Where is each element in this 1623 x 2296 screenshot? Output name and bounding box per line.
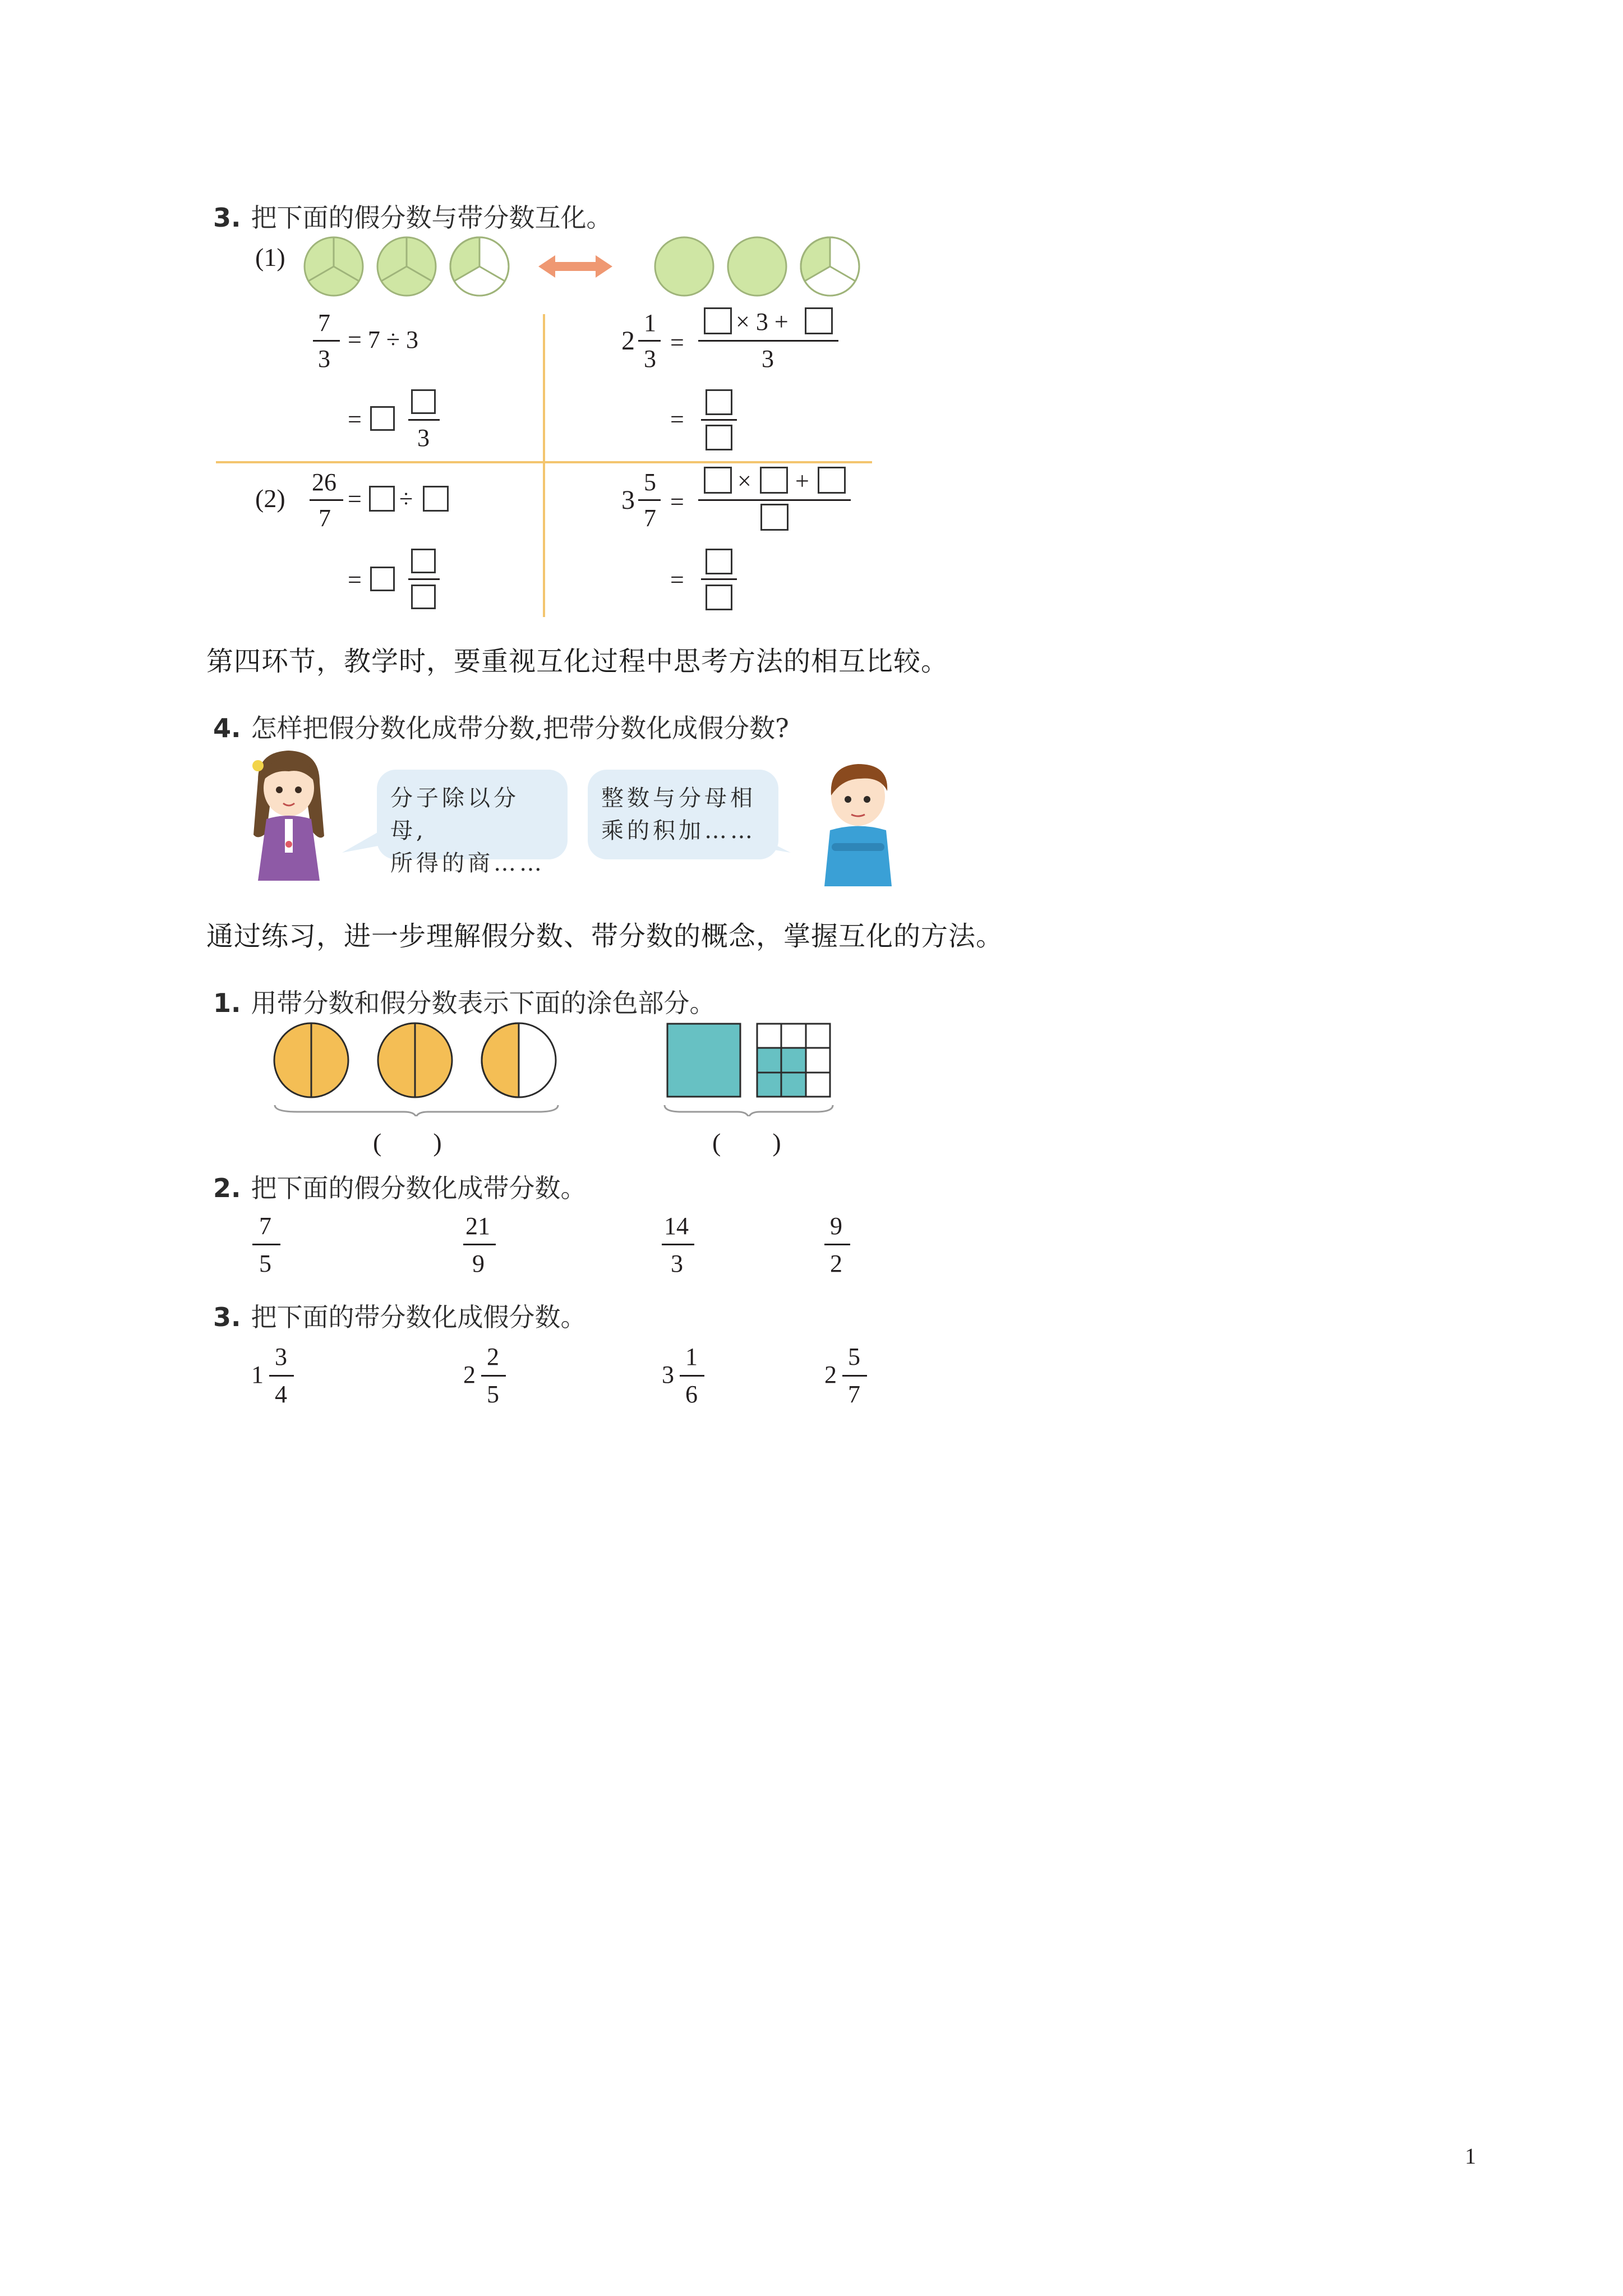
ex3-frac1-num: 3 <box>275 1343 287 1370</box>
eq-right1-box2[interactable] <box>805 307 833 334</box>
eq-left1b-num-box[interactable] <box>411 389 436 414</box>
ex3-frac3-num: 1 <box>685 1343 698 1370</box>
pie-diagrams <box>303 230 864 303</box>
eq-right2b-eq: = <box>670 566 684 593</box>
eq-left1b-eq: = <box>348 406 362 433</box>
ex3-frac4-num: 5 <box>848 1343 860 1370</box>
pie-right-2 <box>728 237 786 296</box>
eq-left2-bar <box>310 499 343 501</box>
eq-right2-box3[interactable] <box>818 467 846 494</box>
ex3-frac3-whole: 3 <box>662 1361 674 1388</box>
vertical-divider <box>543 314 545 617</box>
eq-left1b-den: 3 <box>417 424 430 452</box>
ex3-frac3-den: 6 <box>685 1381 698 1408</box>
q4-text: 怎样把假分数化成带分数,把带分数化成假分数? <box>251 713 789 743</box>
part1-label: (1) <box>255 243 285 272</box>
eq-left2b-den-box[interactable] <box>411 585 436 609</box>
ex2-frac4-num: 9 <box>830 1212 842 1240</box>
pie-left-2 <box>377 237 436 296</box>
ex3-frac2-bar <box>481 1375 506 1377</box>
ex3-title <box>213 1297 586 1334</box>
ex3-frac3-bar <box>680 1375 704 1377</box>
double-arrow-icon <box>538 255 612 278</box>
q3-number: 3. <box>213 203 241 233</box>
ex1-title <box>213 983 715 1020</box>
eq-left2-div: ÷ <box>399 485 413 513</box>
ex2-frac1-den: 5 <box>259 1250 271 1277</box>
eq-left1b-whole-box[interactable] <box>370 406 395 431</box>
ex3-frac1-bar <box>269 1375 294 1377</box>
boy-illustration <box>808 752 909 886</box>
eq-left1-bar <box>313 340 340 342</box>
eq-right1b-bar <box>701 419 737 421</box>
eq-left2-den: 7 <box>319 504 331 532</box>
teal-square-grid <box>757 1024 830 1097</box>
eq-right2-plus: + <box>795 467 809 495</box>
ex2-frac2-den: 9 <box>472 1250 485 1277</box>
eq-right2-bigbar <box>698 499 851 501</box>
eq-right2-bar <box>638 499 661 501</box>
pie-right-3 <box>801 237 859 296</box>
brace-right <box>665 1105 833 1116</box>
brace-left <box>275 1105 558 1116</box>
ex2-number: 2. <box>213 1173 241 1203</box>
eq-right1b-eq: = <box>670 406 684 433</box>
eq-right2b-den-box[interactable] <box>706 585 732 610</box>
bubble-right <box>588 770 778 859</box>
eq-right2-box2[interactable] <box>760 467 788 494</box>
eq-right2-den-box[interactable] <box>760 504 789 531</box>
eq-right1b-den-box[interactable] <box>706 425 732 450</box>
pie-left-1 <box>305 237 363 296</box>
eq-left2b-bar <box>408 578 440 580</box>
paragraph-1: 第四环节，教学时，要重视互化过程中思考方法的相互比较。 <box>206 646 949 677</box>
eq-left2-eq: = <box>348 485 362 513</box>
eq-right1-bar <box>638 340 661 342</box>
pie-left-3 <box>450 237 509 296</box>
eq-right2-whole: 3 <box>621 485 635 515</box>
ex3-frac1-whole: 1 <box>251 1361 264 1388</box>
eq-left2b-eq: = <box>348 566 362 593</box>
eq-left1-num: 7 <box>318 309 330 337</box>
bubble-left-line2: 所得的商…… <box>390 850 545 876</box>
eq-left2-num: 26 <box>312 468 336 496</box>
girl-illustration <box>236 740 348 881</box>
eq-left2-box1[interactable] <box>369 486 395 512</box>
orange-circle-1 <box>274 1023 348 1097</box>
bubble-left <box>377 770 568 876</box>
ex1-text: 用带分数和假分数表示下面的涂色部分。 <box>251 988 716 1018</box>
ex1-number: 1. <box>213 988 241 1018</box>
eq-right1-box1[interactable] <box>704 307 732 334</box>
eq-right1-eq: = <box>670 329 684 356</box>
eq-right1-num: 1 <box>644 309 656 337</box>
ex3-frac2-whole: 2 <box>463 1361 476 1388</box>
bubble-right-line1: 整数与分母相 <box>601 785 756 811</box>
ex2-frac4-den: 2 <box>830 1250 842 1277</box>
ex2-frac1-num: 7 <box>259 1212 271 1240</box>
q3-text: 把下面的假分数与带分数互化。 <box>251 203 612 233</box>
ex2-title <box>213 1168 586 1205</box>
eq-left1b-bar <box>408 419 440 421</box>
eq-right1-times: × 3 + <box>736 308 789 335</box>
eq-right2b-bar <box>701 578 737 580</box>
ex2-frac1-bar <box>252 1244 280 1245</box>
ex3-frac4-den: 7 <box>848 1381 860 1408</box>
eq-right2-times: × <box>737 467 751 495</box>
eq-right2-num: 5 <box>644 468 656 496</box>
page-number: 1 <box>1465 2143 1476 2169</box>
horizontal-divider <box>216 461 872 463</box>
orange-circle-3 <box>482 1023 556 1097</box>
ex2-frac2-num: 21 <box>465 1212 490 1240</box>
ex3-number: 3. <box>213 1302 241 1332</box>
teal-square-full <box>667 1024 740 1097</box>
ex3-frac4-bar <box>842 1375 867 1377</box>
eq-right2-den: 7 <box>644 504 656 532</box>
eq-left2b-whole-box[interactable] <box>370 567 395 591</box>
ex1-blank-left[interactable]: ( ) <box>373 1128 442 1157</box>
eq-left2-box2[interactable] <box>423 486 449 512</box>
eq-left2b-num-box[interactable] <box>411 549 436 573</box>
ex1-blank-right[interactable]: ( ) <box>712 1128 781 1157</box>
eq-right1-den: 3 <box>644 345 656 372</box>
paragraph-2: 通过练习，进一步理解假分数、带分数的概念，掌握互化的方法。 <box>206 921 1004 952</box>
eq-right1b-num-box[interactable] <box>706 389 732 415</box>
eq-right2-eq: = <box>670 488 684 516</box>
ex3-text: 把下面的带分数化成假分数。 <box>251 1302 587 1332</box>
q4-title <box>213 708 789 745</box>
part2-label: (2) <box>255 484 285 513</box>
eq-right2b-num-box[interactable] <box>706 549 732 574</box>
eq-left1-rhs: = 7 ÷ 3 <box>348 326 418 353</box>
eq-right1-bigbar <box>698 340 838 342</box>
eq-right1-bigden: 3 <box>762 345 774 372</box>
ex2-frac2-bar <box>463 1244 496 1245</box>
pie-right-1 <box>655 237 713 296</box>
ex2-frac3-bar <box>662 1244 694 1245</box>
ex2-frac3-num: 14 <box>664 1212 689 1240</box>
orange-circle-2 <box>378 1023 452 1097</box>
bubble-right-line2: 乘的积加…… <box>601 818 756 844</box>
ex3-frac2-num: 2 <box>487 1343 499 1370</box>
ex2-text: 把下面的假分数化成带分数。 <box>251 1173 587 1203</box>
q3-title <box>213 197 612 234</box>
q4-number: 4. <box>213 713 241 743</box>
ex2-frac4-bar <box>824 1244 850 1245</box>
eq-right2-box1[interactable] <box>704 467 732 494</box>
ex3-frac4-whole: 2 <box>824 1361 837 1388</box>
ex3-frac2-den: 5 <box>487 1381 499 1408</box>
eq-left1-den: 3 <box>318 345 330 372</box>
bubble-left-line1: 分子除以分母, <box>390 785 519 844</box>
ex3-frac1-den: 4 <box>275 1381 287 1408</box>
eq-right1-whole: 2 <box>621 326 635 356</box>
ex2-frac3-den: 3 <box>671 1250 683 1277</box>
ex1-figures <box>264 1021 858 1116</box>
